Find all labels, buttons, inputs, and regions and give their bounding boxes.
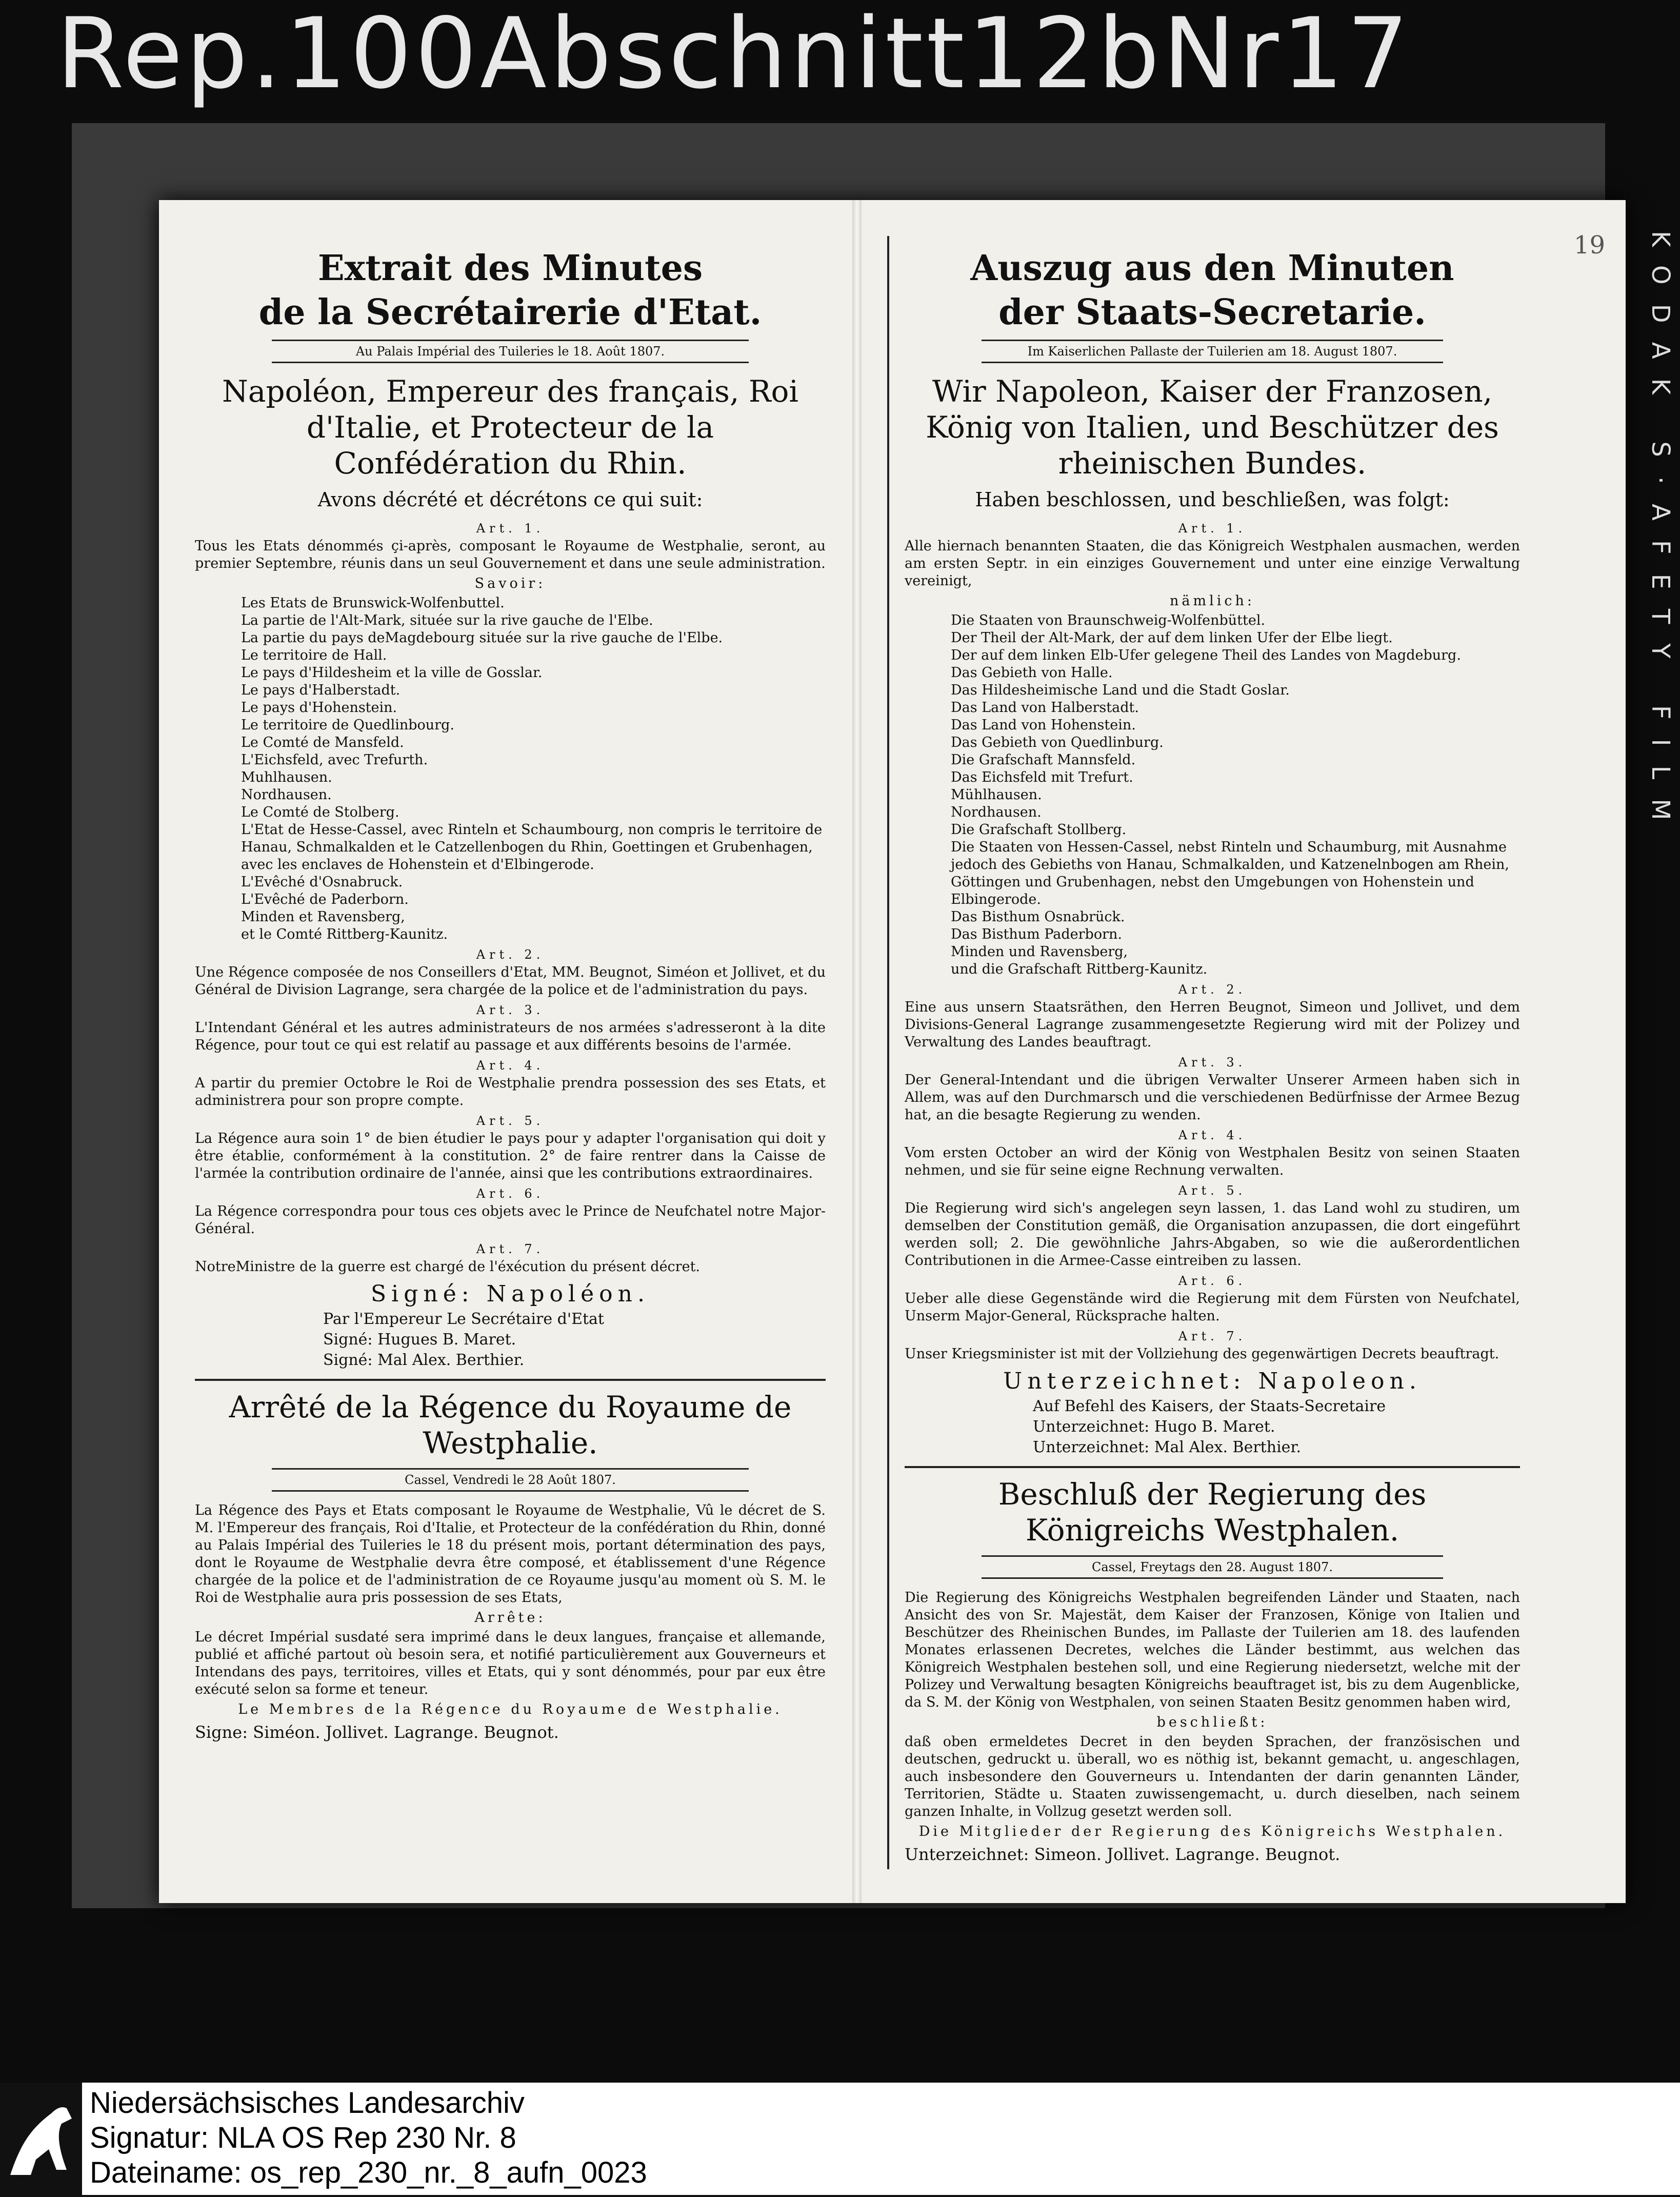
german-art6-text: Ueber alle diese Gegenstände wird die Regierung mit dem Fürsten von Neufchatel, Unserm Major-General, Rücksprache halten. <box>905 1291 1520 1324</box>
french-art2-label: Art. 2. <box>476 947 545 962</box>
french-art7-text: NotreMinistre de la guerre est chargé de l'éxécution du présent décret. <box>195 1259 700 1275</box>
german-title-line1: Auszug aus den Minuten <box>970 248 1454 289</box>
list-item: Le pays d'Hohenstein. <box>241 700 397 716</box>
page-number: 19 <box>1573 231 1605 260</box>
german-beschluss-text2: daß oben ermeldetes Decret in den beyden Sprachen, der französischen und deutschen, gedruckt u. überall, wo es nöthig ist, bekannt gemacht, u. angeschlagen, auch insbesondere den Gouverneurs u. Intendanten der darin genannten Länder, Territorien, Städte u. Staaten zuwissengemacht, u. durch dieselben, nach seinem ganzen Inhalte, in Vollzug gesetzt werden soll. <box>905 1734 1520 1819</box>
archive-footer <box>0 2083 1680 2195</box>
list-item: Le pays d'Halberstadt. <box>241 682 401 698</box>
german-territory-list <box>951 612 1520 978</box>
list-item: Minden et Ravensberg, <box>241 909 405 925</box>
french-arrete-text: La Régence des Pays et Etats composant le Royaume de Westphalie, Vû le décret de S. M. l'Empereur des français, Roi d'Italie, et Protecteur de la confédération du Rhin, donné au Palais Impérial des Tuileries le 18 du présent mois, portant détermination des pays, dont le Royaume de Westphalie devra être composé, et établissement d'une Régence chargée de la police et de l'administration de ce Royaume jusqu'au moment où S. M. le Roi de Westphalie aura pris possession de ses Etats, <box>195 1502 826 1606</box>
french-savoir: Savoir: <box>474 576 546 591</box>
list-item: Das Hildesheimische Land und die Stadt Goslar. <box>951 682 1290 698</box>
list-item: L'Evêché d'Osnabruck. <box>241 874 403 890</box>
list-item: Le territoire de Hall. <box>241 647 387 663</box>
list-item: Nordhausen. <box>241 787 332 803</box>
french-sign-berthier: Signé: Mal Alex. Berthier. <box>323 1351 525 1369</box>
list-item: Das Gebieth von Halle. <box>951 665 1113 681</box>
french-art4-text: A partir du premier Octobre le Roi de Westphalie prendra possession des ses Etats, et administrera pour son propre compte. <box>195 1075 826 1109</box>
list-item: L'Eichsfeld, avec Trefurth. <box>241 752 428 768</box>
french-arrete-label: Arrête: <box>474 1610 546 1626</box>
list-item: Mühlhausen. <box>951 787 1042 803</box>
list-item: La partie de l'Alt-Mark, située sur la rive gauche de l'Elbe. <box>241 612 653 628</box>
german-beschluss-dateline: Cassel, Freytags den 28. August 1807. <box>982 1555 1443 1579</box>
list-item: et le Comté Rittberg-Kaunitz. <box>241 926 448 942</box>
archive-signatur: Signatur: NLA OS Rep 230 Nr. 8 <box>90 2121 516 2154</box>
list-item: Der Theil der Alt-Mark, der auf dem linken Ufer der Elbe liegt. <box>951 630 1393 646</box>
german-beschluss-title: Beschluß der Regierung des Königreichs Westphalen. <box>998 1477 1427 1548</box>
french-art7-label: Art. 7. <box>476 1242 545 1256</box>
footer-text <box>90 2086 647 2190</box>
french-title <box>195 246 826 334</box>
list-item: Das Gebieth von Quedlinburg. <box>951 735 1164 750</box>
list-item: L'Evêché de Paderborn. <box>241 892 409 907</box>
list-item: Le Comté de Mansfeld. <box>241 735 404 750</box>
list-item: Die Grafschaft Mannsfeld. <box>951 752 1136 768</box>
list-item: Das Bisthum Osnabrück. <box>951 909 1125 925</box>
german-sign-maret: Unterzeichnet: Hugo B. Maret. <box>1033 1418 1275 1436</box>
french-column <box>195 236 826 1747</box>
french-art6-text: La Régence correspondra pour tous ces objets avec le Prince de Neufchatel notre Major-Général. <box>195 1203 826 1237</box>
archive-name: Niedersächsisches Landesarchiv <box>90 2086 525 2120</box>
list-item: Der auf dem linken Elb-Ufer gelegene Theil des Landes von Magdeburg. <box>951 647 1461 663</box>
french-art4-label: Art. 4. <box>476 1058 545 1073</box>
french-art5-label: Art. 5. <box>476 1114 545 1128</box>
center-fold <box>852 200 862 1903</box>
german-beschluss-text: Die Regierung des Königreichs Westphalen begreifenden Länder und Staaten, nach Ansicht des von Sr. Majestät, dem Kaiser der Franzosen, Könige von Italien und Beschützer des Rheinischen Bundes, im Pallaste der Tuilerien am 18. des laufenden Monates erlassenen Decretes, welches die Länder bestimmt, aus welchen das Königreich Westphalen bestehen soll, und eine Regierung niedersetzt, welche mit der Polizey und Verwaltung besagten Königreichs beauftraget ist, bis zu dem Augenblicke, da S. M. der König von Westphalen, von seinen Staaten Besitz genommen haben wird, <box>905 1590 1520 1710</box>
german-art3-text: Der General-Intendant und die übrigen Verwalter Unserer Armeen haben sich in Allem, was auf den Durchmarsch und die verschiedenen Bedürfnisse der Armee Bezug hat, an die besagte Regierung zu wenden. <box>905 1072 1520 1123</box>
german-art5-text: Die Regierung wird sich's angelegen seyn lassen, 1. das Land wohl zu studiren, um demselben der Constitution gemäß, die Organisation anzupassen, die dort eingeführt werden soll; 2. Die gewöhnliche Jahrs-Abgaben, so wie die außerordentlichen Contributionen in die Armee-Casse eintreiben zu lassen. <box>905 1200 1520 1269</box>
german-art1-text: Alle hiernach benannten Staaten, die das Königreich Westphalen ausmachen, werden am ersten Septr. in ein einziges Gouvernement und unter eine einzige Verwaltung vereinigt, <box>905 538 1520 589</box>
german-decree: Haben beschlossen, und beschließen, was folgt: <box>975 488 1450 511</box>
german-art5-label: Art. 5. <box>1178 1183 1247 1198</box>
french-art3-text: L'Intendant Général et les autres administrateurs de nos armées s'adresseront à la dite Régence, pour tout ce qui est relatif au passage et aux différents besoins de l'armée. <box>195 1020 826 1053</box>
list-item: La partie du pays deMagdebourg située sur la rive gauche de l'Elbe. <box>241 630 723 646</box>
document-sheet <box>159 200 1626 1903</box>
french-signed-label: Signé: <box>371 1281 474 1307</box>
german-art1-label: Art. 1. <box>1178 521 1247 536</box>
list-item: Muhlhausen. <box>241 769 332 785</box>
list-item: Le pays d'Hildesheim et la ville de Gosslar. <box>241 665 543 681</box>
film-edge-text: KODAK S·AFETY FILM <box>1646 231 1675 840</box>
german-heading: Wir Napoleon, Kaiser der Franzosen, König von Italien, und Beschützer des rheinischen Bundes. <box>926 374 1499 481</box>
french-art2-text: Une Régence composée de nos Conseillers d'Etat, MM. Beugnot, Siméon et Jollivet, et du Général de Division Lagrange, sera chargée de la police et de l'administration du pays. <box>195 964 826 998</box>
german-by-emperor: Auf Befehl des Kaisers, der Staats-Secretaire <box>1033 1397 1386 1415</box>
french-art5-text: La Régence aura soin 1° de bien étudier le pays pour y adapter l'organisation qui doit y être établie, conformément à la constitution. 2° de faire rentrer dans la Caisse de l'armée la contribution ordinaire de l'année, ainsi que les contributions extraordinaires. <box>195 1131 826 1181</box>
german-art4-label: Art. 4. <box>1178 1128 1247 1142</box>
archive-filename: Dateiname: os_rep_230_nr._8_aufn_0023 <box>90 2156 647 2189</box>
list-item: Die Staaten von Braunschweig-Wolfenbüttel. <box>951 612 1266 628</box>
german-title <box>905 246 1520 334</box>
french-arrete-text2: Le décret Impérial susdaté sera imprimé dans le deux langues, française et allemande, publié et affiché partout où besoin sera, et notifié particulièrement aux Gouverneurs et Intendans des pays, territoires, villes et Etats, qui y sont dénommés, pour par eux être exécuté selon sa forme et teneur. <box>195 1629 826 1697</box>
german-art2-text: Eine aus unsern Staatsräthen, den Herren Beugnot, Simeon und Jollivet, und dem Divisions-General Lagrange zusammengesetzte Regierung wird mit der Polizey und Verwaltung des Landes beauftragt. <box>905 999 1520 1050</box>
list-item: Das Land von Hohenstein. <box>951 717 1136 733</box>
french-sign-maret: Signé: Hugues B. Maret. <box>323 1331 516 1349</box>
list-item: Nordhausen. <box>951 804 1042 820</box>
list-item: Die Grafschaft Stollberg. <box>951 822 1127 838</box>
french-art1-label: Art. 1. <box>476 521 545 536</box>
german-title-line2: der Staats-Secretarie. <box>998 292 1426 333</box>
list-item: Das Eichsfeld mit Trefurt. <box>951 769 1133 785</box>
french-heading: Napoléon, Empereur des français, Roi d'Italie, et Protecteur de la Confédération du Rhin. <box>222 374 798 481</box>
german-art7-text: Unser Kriegsminister ist mit der Vollziehung des gegenwärtigen Decrets beauftragt. <box>905 1346 1499 1362</box>
german-sign-berthier: Unterzeichnet: Mal Alex. Berthier. <box>1033 1438 1301 1456</box>
french-arrete-dateline: Cassel, Vendredi le 28 Août 1807. <box>272 1468 749 1492</box>
german-dateline: Im Kaiserlichen Pallaste der Tuilerien am 18. August 1807. <box>982 340 1443 363</box>
list-item: Die Staaten von Hessen-Cassel, nebst Rinteln und Schaumburg, mit Ausnahme jedoch des Gebieths von Hanau, Schmalkalden, und Katzenelnbogen am Rhein, Göttingen und Grubenhagen, nebst den Umgebungen von Hohenstein und Elbingerode. <box>951 839 1509 907</box>
german-signed: Unterzeichnet: Napoleon. <box>1003 1368 1422 1394</box>
list-item: Minden und Ravensberg, <box>951 944 1128 960</box>
german-art4-text: Vom ersten October an wird der König von Westphalen Besitz von seinen Staaten nehmen, und sie für seine eigne Rechnung verwalten. <box>905 1145 1520 1178</box>
german-members: Die Mitglieder der Regierung des Königreichs Westphalen. <box>918 1824 1506 1839</box>
french-title-line2: de la Secrétairerie d'Etat. <box>258 292 762 333</box>
german-naemlich: nämlich: <box>1170 593 1255 609</box>
french-by-emperor: Par l'Empereur Le Secrétaire d'Etat <box>323 1310 604 1328</box>
list-item: L'Etat de Hesse-Cassel, avec Rinteln et Schaumbourg, non compris le territoire de Hanau, Schmalkalden et le Catzellenbogen du Rhin, Goettingen et Grubenhagen, avec les enclaves de Hohenstein et d'Elbingerode. <box>241 822 823 873</box>
horse-logo-icon <box>0 2083 82 2195</box>
german-art3-label: Art. 3. <box>1178 1055 1247 1070</box>
french-art1-text: Tous les Etats dénommés çi-après, composant le Royaume de Westphalie, seront, au premier Septembre, réunis dans un seul Gouvernement et dans une seule administration. <box>195 538 826 571</box>
german-art6-label: Art. 6. <box>1178 1274 1247 1288</box>
list-item: Das Bisthum Paderborn. <box>951 926 1122 942</box>
list-item: Les Etats de Brunswick-Wolfenbuttel. <box>241 595 505 611</box>
french-arrete-title: Arrêté de la Régence du Royaume de Westphalie. <box>229 1390 792 1460</box>
list-item: Le Comté de Stolberg. <box>241 804 399 820</box>
german-art7-label: Art. 7. <box>1178 1329 1247 1343</box>
german-beschliesst: beschließt: <box>1156 1714 1268 1730</box>
french-dateline: Au Palais Impérial des Tuileries le 18. Août 1807. <box>272 340 749 363</box>
german-art2-label: Art. 2. <box>1178 982 1247 997</box>
film-header-label: Rep.100Abschnitt12bNr17 <box>56 0 1412 110</box>
divider <box>905 1466 1520 1468</box>
list-item: und die Grafschaft Rittberg-Kaunitz. <box>951 961 1208 977</box>
list-item: Das Land von Halberstadt. <box>951 700 1139 716</box>
french-signed-name: Napoléon. <box>486 1281 650 1307</box>
french-art6-label: Art. 6. <box>476 1186 545 1201</box>
french-territory-list <box>241 595 826 943</box>
list-item: Le territoire de Quedlinbourg. <box>241 717 454 733</box>
french-signers: Signe: Siméon. Jollivet. Lagrange. Beugnot. <box>195 1723 559 1742</box>
french-decree: Avons décrété et décrétons ce qui suit: <box>317 488 703 511</box>
divider <box>195 1379 826 1381</box>
german-column <box>887 236 1520 1869</box>
german-signers: Unterzeichnet: Simeon. Jollivet. Lagrange. Beugnot. <box>905 1845 1341 1864</box>
french-members: Le Membres de la Régence du Royaume de Westphalie. <box>238 1701 783 1717</box>
french-art3-label: Art. 3. <box>476 1003 545 1017</box>
french-title-line1: Extrait des Minutes <box>317 248 703 289</box>
french-signature <box>195 1281 826 1307</box>
